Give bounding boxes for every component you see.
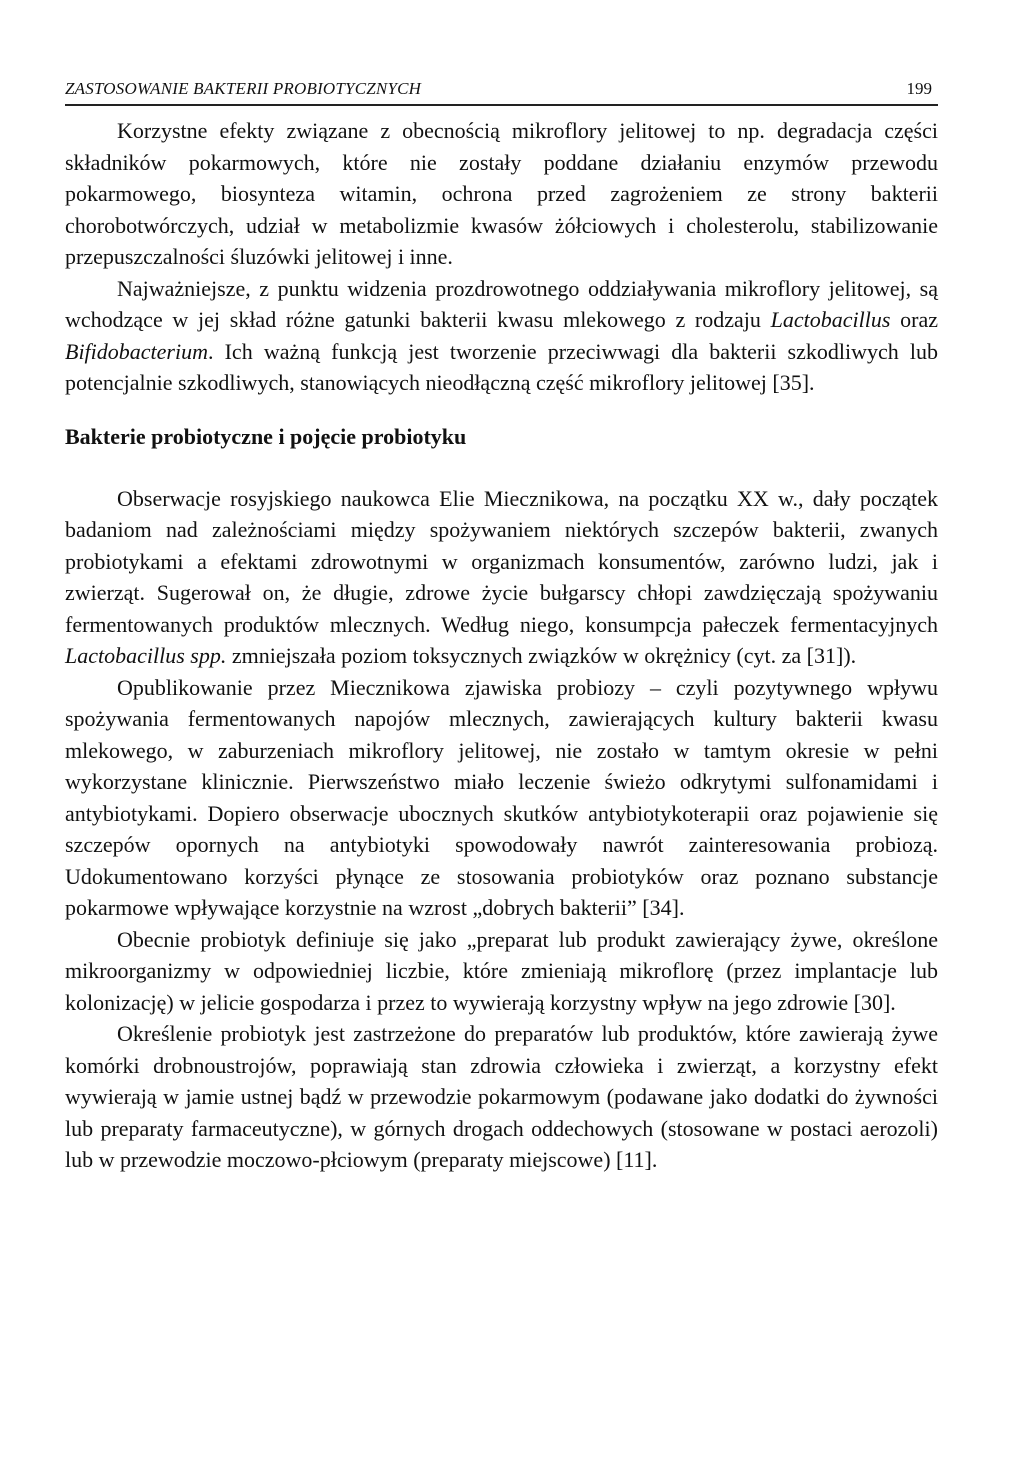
paragraph: Najważniejsze, z punktu widzenia prozdrowotnego oddziaływania mikroflory jelitowej, są wchodzące w jej skład różne gatunki bakterii kwasu mlekowego z rodzaju Lactobacillus oraz Bifidobacterium. Ich ważną funkcją jest tworzenie przeciwwagi dla bakterii szkodliwych lub potencjalnie szkodliwych, stanowiących nieodłączną część mikroflory jelitowej [35]. xyxy=(65,275,939,395)
paragraph: Opublikowanie przez Miecznikowa zjawiska probiozy – czyli pozytywnego wpływu spożywania fermentowanych napojów mlecznych, zawierających kultury bakterii kwasu mlekowego, w zaburzeniach mikroflory jelitowej, nie zostało w tamtym okresie w pełni wykorzystane klinicznie. Pierwszeństwo miało leczenie świeżo odkrytymi sulfonamidami i antybiotykami. Dopiero obserwacje ubocznych skutków antybiotykoterapii oraz pojawienie się szczepów opornych na antybiotyki spowodowały nawrót zainteresowania probiozą. Udokumentowano korzyści płynące ze stosowania probiotyków oraz poznano substancje pokarmowe wpływające korzystnie na wzrost „dobrych bakterii” [34]. xyxy=(65,674,938,920)
paragraph: Określenie probiotyk jest zastrzeżone do preparatów lub produktów, które zawierają żywe komórki drobnoustrojów, poprawiają stan zdrowia człowieka i zwierząt, a korzystny efekt wywierają w jamie ustnej bądź w przewodzie pokarmowym (podawane jako dodatki do żywności lub preparaty farmaceutyczne), w górnych drogach oddechowych (stosowane w postaci aerozoli) lub w przewodzie moczowo-płciowym (preparaty miejscowe) [11]. xyxy=(65,1021,938,1172)
section-probiotics xyxy=(65,483,938,1176)
paragraph: Obserwacje rosyjskiego naukowca Elie Miecznikowa, na początku XX w., dały początek badaniom nad zależnościami między spożywaniem niektórych szczepów bakterii, zwanych probiotykami a efektami zdrowotnymi w organizmach konsumentów, zarówno ludzi, jak i zwierząt. Sugerował on, że długie, zdrowe życie bułgarscy chłopi zawdzięczają spożywaniu fermentowanych produktów mlecznych. Według niego, konsumpcja pałeczek fermentacyjnych Lactobacillus spp. zmniejszała poziom toksycznych związków w okrężnicy (cyt. za [31]). xyxy=(65,485,938,668)
section-intro xyxy=(65,115,938,399)
running-header xyxy=(65,78,938,106)
genus-name: Lactobacillus xyxy=(770,307,891,332)
page-number: 199 xyxy=(906,79,932,98)
genus-name: Bifidobacterium xyxy=(65,338,208,364)
genus-name: Lactobacillus spp. xyxy=(65,643,227,668)
running-title: ZASTOSOWANIE BAKTERII PROBIOTYCZNYCH xyxy=(65,79,422,98)
section-heading: Bakterie probiotyczne i pojęcie probiotyku xyxy=(65,423,467,449)
document-page xyxy=(65,78,938,1176)
paragraph: Obecnie probiotyk definiuje się jako „preparat lub produkt zawierający żywe, określone mikroorganizmy w odpowiedniej liczbie, które zmieniają mikroflorę (przez implantacje lub kolonizację) w jelicie gospodarza i przez to wywierają korzystny wpływ na jego zdrowie [30]. xyxy=(65,926,938,1015)
paragraph: Korzystne efekty związane z obecnością mikroflory jelitowej to np. degradacja części składników pokarmowych, które nie zostały poddane działaniu enzymów przewodu pokarmowego, biosynteza witamin, ochrona przed zagrożeniem ze strony bakterii chorobotwórczych, udział w metabolizmie kwasów żółciowych i cholesterolu, stabilizowanie przepuszczalności śluzówki jelitowej i inne. xyxy=(65,118,938,269)
